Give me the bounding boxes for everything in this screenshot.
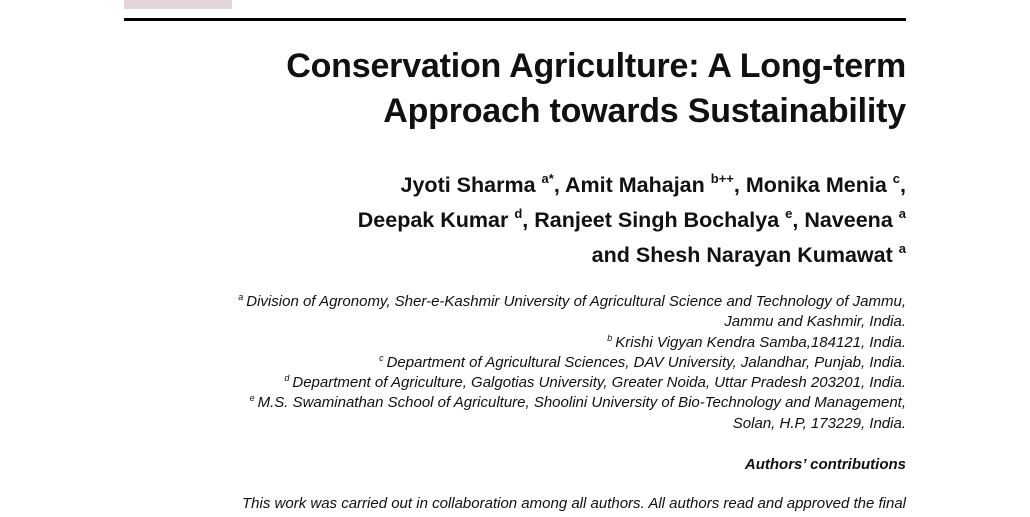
author-sep: , (553, 173, 565, 197)
affiliation-text: Division of Agronomy, Sher-e-Kashmir University of Agricultural Science and Technology of Jammu, (246, 293, 906, 310)
author-sup: a (898, 206, 906, 221)
contributions-text: This work was carried out in collaboration among all authors. All authors read and approved the final (242, 495, 906, 512)
affiliation-text: Krishi Vigyan Kendra Samba,184121, India. (615, 333, 906, 351)
author-name: Amit Mahajan (564, 173, 705, 197)
author-name: and Shesh Narayan Kumawat (591, 243, 893, 267)
affiliation-a (106, 292, 906, 312)
affiliation-list (106, 292, 906, 434)
title-line-1: Conservation Agriculture: A Long-term (286, 47, 906, 85)
author-sup: a* (541, 171, 554, 186)
affiliation-mark: e (249, 393, 255, 404)
affiliation-mark: a (238, 292, 244, 302)
author-sep: , (733, 173, 746, 197)
author-sup: d (514, 206, 523, 221)
author-sup: b++ (710, 171, 734, 186)
author-sep: , (522, 208, 535, 232)
author-list (106, 168, 906, 273)
author-line-1 (106, 168, 906, 203)
author-name: Monika Menia (745, 173, 887, 197)
author-name: Ranjeet Singh Bochalya (534, 208, 780, 232)
affiliation-a-cont: Jammu and Kashmir, India. (724, 313, 906, 331)
affiliation-mark: d (284, 373, 290, 384)
contributions-heading: Authors’ contributions (744, 456, 906, 473)
affiliation-text: M.S. Swaminathan School of Agriculture, Shoolini University of Bio-Technology and Management, (257, 394, 906, 412)
author-name: Naveena (804, 208, 893, 232)
author-sep: , (900, 173, 906, 197)
author-name: Deepak Kumar (357, 208, 509, 232)
author-line-2 (106, 203, 906, 238)
author-sup: e (785, 206, 793, 221)
header-color-block (124, 0, 232, 9)
affiliation-mark: c (379, 352, 384, 363)
author-name: Jyoti Sharma (400, 173, 536, 197)
affiliation-c (106, 353, 906, 373)
title-line-2: Approach towards Sustainability (383, 92, 906, 130)
author-sup: a (898, 241, 906, 256)
paper-title (106, 44, 906, 134)
affiliation-b (106, 333, 906, 353)
affiliation-e (106, 393, 906, 413)
author-line-3 (106, 238, 906, 273)
affiliation-mark: b (607, 332, 613, 343)
affiliation-e-cont: Solan, H.P, 173229, India. (732, 414, 906, 432)
affiliation-text: Department of Agriculture, Galgotias University, Greater Noida, Uttar Pradesh 203201, India. (292, 374, 906, 392)
top-rule (124, 18, 906, 21)
author-sup: c (892, 171, 901, 186)
author-sep: , (792, 208, 805, 232)
affiliation-text: Department of Agricultural Sciences, DAV University, Jalandhar, Punjab, India. (386, 353, 906, 371)
affiliation-d (106, 373, 906, 393)
